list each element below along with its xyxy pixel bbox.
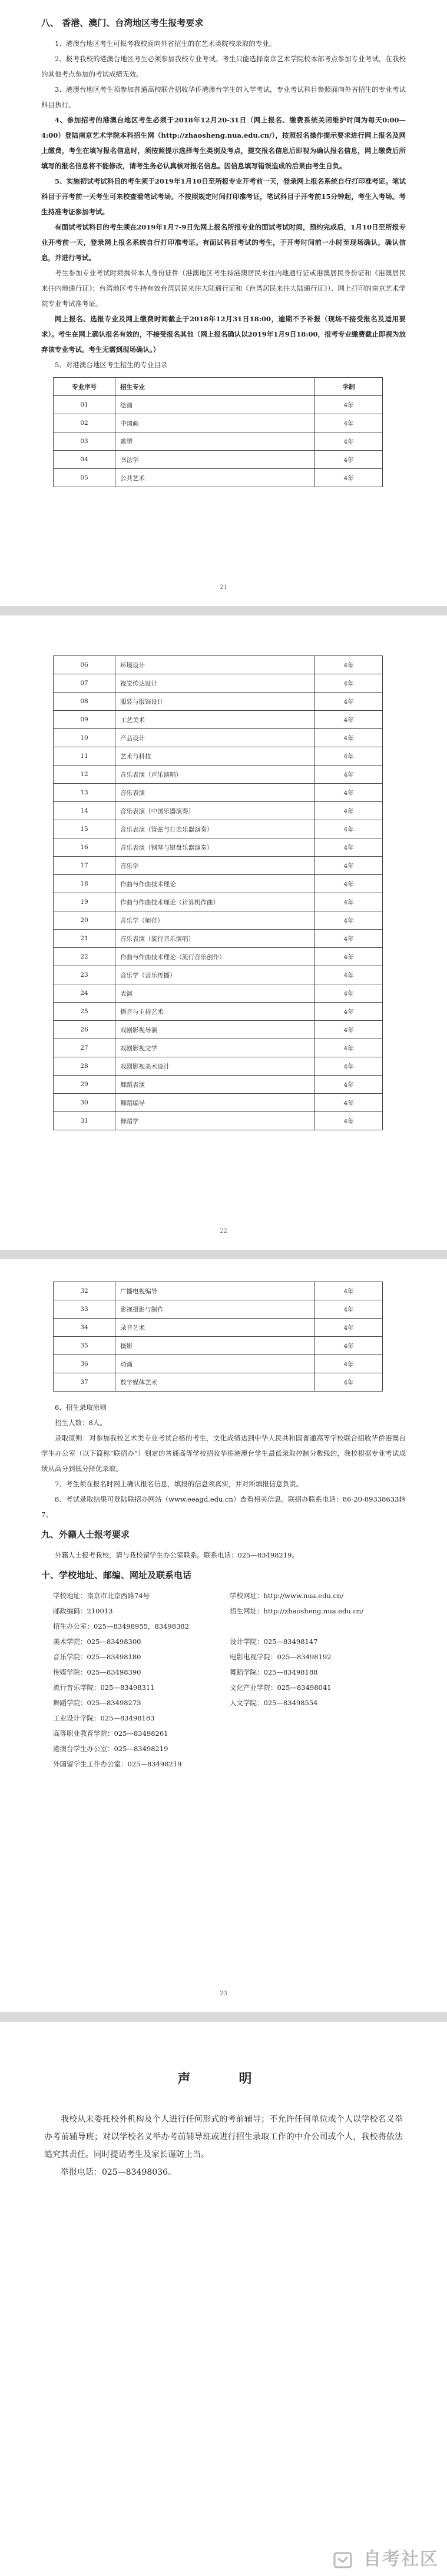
table-row	[54, 1373, 383, 1392]
cell-name: 作曲与作曲技术理论	[115, 875, 315, 893]
cell-code: 18	[54, 875, 115, 893]
cell-length: 4年	[315, 875, 383, 893]
cell-name: 作曲与作曲技术理论（流行音乐创作）	[115, 948, 315, 966]
contact-item: 传媒学院：025—83498390	[53, 1668, 141, 1676]
cell-length: 4年	[315, 1355, 383, 1373]
document-page-4	[0, 2022, 447, 2576]
cell-code: 07	[54, 674, 115, 693]
cell-length: 4年	[315, 1094, 383, 1112]
page1-paragraphs	[41, 36, 406, 372]
contact-item: 招生网址：http://zhaosheng.nua.edu.cn/	[230, 1607, 364, 1615]
cell-code: 23	[54, 966, 115, 984]
cell-length: 4年	[315, 729, 383, 747]
cell-length: 4年	[315, 747, 383, 766]
declaration-text: 我校从未委托校外机构及个人进行任何形式的考前辅导；不允许任何单位或个人以学校名义举办考前辅导班；对以学校名义举办考前辅导班或进行招生录取工作的中介公司或个人，我校将依法追究其责任。同时提请考生及家长谨防上当。	[44, 2115, 403, 2159]
header-code: 专业序号	[54, 378, 115, 396]
cell-code: 08	[54, 693, 115, 711]
watermark-text: 自考社区	[363, 2549, 439, 2570]
cell-name: 书法学	[115, 451, 315, 469]
contact-item: 舞蹈学院：025—83498273	[53, 1699, 141, 1707]
cell-length: 4年	[315, 396, 383, 414]
table-row	[54, 396, 383, 414]
table-row	[54, 1355, 383, 1373]
paragraph: 5、对港澳台地区考生招生的专业目录	[55, 361, 168, 369]
cell-name: 舞蹈学	[115, 1112, 315, 1130]
page3-paragraphs	[41, 1400, 406, 1522]
table-row	[54, 911, 383, 930]
cell-length: 4年	[315, 1039, 383, 1057]
watermark	[333, 2544, 439, 2570]
cell-name: 绘画	[115, 396, 315, 414]
major-table-page2	[53, 655, 383, 1130]
contact-item: 舞蹈学院：025—83498188	[230, 1668, 318, 1676]
cell-name: 播音与主持艺术	[115, 1003, 315, 1021]
cell-name: 舞蹈表演	[115, 1076, 315, 1094]
paragraph: 有面试考试科目的考生须在2019年1月7-9日先网上报名所报专业的面试考试时间，预约完成后，1月10日至所报专业开考前一天，登录网上报名系统自行打印准考证。有面试科目考试的考生，于开考时间前一小时至现场确认，确认信息，并进行考试。	[41, 223, 406, 262]
table-row	[54, 729, 383, 747]
table-row	[54, 857, 383, 875]
cell-name: 环境设计	[115, 656, 315, 674]
cell-name: 表演	[115, 984, 315, 1003]
table-row	[54, 469, 383, 487]
cell-length: 4年	[315, 711, 383, 729]
cell-length: 4年	[315, 1003, 383, 1021]
cell-code: 04	[54, 451, 115, 469]
cell-code: 06	[54, 656, 115, 674]
table-row	[54, 1076, 383, 1094]
cell-name: 公共艺术	[115, 469, 315, 487]
paragraph: 5、实施初试考试科目的考生须于2019年1月10日至所报专业开考前一天，登录网上报名系统自行打印准考证。笔试科目于开考前一天考生可来校查看笔试考场。不按照规定时间打印准考证，笔试科目于开考前15分钟起，考生入考场。考生持准考证参加考试。	[41, 177, 406, 216]
cell-code: 19	[54, 893, 115, 911]
cell-length: 4年	[315, 930, 383, 948]
table-header-row	[54, 378, 383, 396]
paragraph: 网上报名、选报专业及网上缴费时间截止于2018年12月31日18:00，逾期不予补报（现场不接受报名及适用要求）。考生在网上确认报名有效的，不接受报名其他（网上报名确认以2019年1月9日18:00，报考专业缴费截止即视为放弃该专业考试。考生无需到现场确认。）	[41, 315, 406, 354]
cell-name: 影视摄影与制作	[115, 1300, 315, 1319]
table-row	[54, 451, 383, 469]
cell-length: 4年	[315, 911, 383, 930]
contact-item: 外国留学生工作办公室：025—83498219	[53, 1760, 182, 1768]
cell-code: 35	[54, 1337, 115, 1355]
cell-name: 音乐表演（中国乐器演奏）	[115, 802, 315, 820]
contact-item: 美术学院：025—83498300	[53, 1638, 141, 1646]
table-row	[54, 893, 383, 911]
cell-code: 26	[54, 1021, 115, 1039]
table-row	[54, 948, 383, 966]
cell-length: 4年	[315, 674, 383, 693]
section-title-hk-macao-taiwan: 八、 香港、澳门、台湾地区考生报考要求	[41, 18, 204, 28]
cell-length: 4年	[315, 1112, 383, 1130]
table-row	[54, 784, 383, 802]
cell-length: 4年	[315, 1373, 383, 1392]
cell-code: 17	[54, 857, 115, 875]
cell-name: 数字媒体艺术	[115, 1373, 315, 1392]
table-row	[54, 1094, 383, 1112]
cell-name: 录音艺术	[115, 1319, 315, 1337]
contact-item: 设计学院：025—83498147	[230, 1638, 318, 1646]
table-row	[54, 1057, 383, 1076]
cell-name: 戏剧影视美术设计	[115, 1057, 315, 1076]
cell-name: 音乐表演（流行音乐演唱）	[115, 930, 315, 948]
cell-length: 4年	[315, 838, 383, 857]
document-page-1	[0, 0, 447, 606]
paragraph: 2、报考我校的港澳台地区考生必须参加我校专业考试。考生只能选择南京艺术学院校本部考点参加专业考试，在我校的其他考点参加的考试成绩无效。	[41, 55, 406, 78]
table-row	[54, 1021, 383, 1039]
cell-name: 中国画	[115, 414, 315, 432]
contact-list	[53, 1588, 406, 1788]
cell-code: 30	[54, 1094, 115, 1112]
cell-name: 产品设计	[115, 729, 315, 747]
cell-name: 音乐学（师范）	[115, 911, 315, 930]
cell-code: 10	[54, 729, 115, 747]
contact-item: 学校地址：南京市北京西路74号	[53, 1592, 150, 1600]
table-row	[54, 432, 383, 451]
header-length: 学制	[315, 378, 383, 396]
cell-name: 视觉传达设计	[115, 674, 315, 693]
cell-length: 4年	[315, 984, 383, 1003]
cell-name: 广播电视编导	[115, 1282, 315, 1300]
declaration-title: 声 明	[177, 2071, 270, 2086]
cell-name: 服装与服饰设计	[115, 693, 315, 711]
cell-length: 4年	[315, 893, 383, 911]
table-row	[54, 966, 383, 984]
table-row	[54, 711, 383, 729]
cell-length: 4年	[315, 451, 383, 469]
cell-length: 4年	[315, 693, 383, 711]
document-page-2	[0, 615, 447, 1250]
cell-code: 14	[54, 802, 115, 820]
cell-name: 戏剧影视文学	[115, 1039, 315, 1057]
cell-name: 音乐表演（管弦与打击乐器演奏）	[115, 820, 315, 838]
cell-code: 37	[54, 1373, 115, 1392]
cell-length: 4年	[315, 1337, 383, 1355]
table-row	[54, 984, 383, 1003]
cell-length: 4年	[315, 802, 383, 820]
table-row	[54, 656, 383, 674]
cell-length: 4年	[315, 432, 383, 451]
cell-code: 03	[54, 432, 115, 451]
paragraph: 考生参加专业考试时须携带本人身份证件（港澳地区考生持港澳居民来往内地通行证或港澳居民身份证和《港澳居民来往内地通行证》；台湾地区考生持有效台湾居民来往大陆通行证和《台湾居民来往大陆通行证》）、网上打印的南京艺术学院专业考试准考证。	[41, 269, 406, 308]
cell-code: 33	[54, 1300, 115, 1319]
table-row	[54, 820, 383, 838]
table-row	[54, 747, 383, 766]
contact-item: 电影电视学院：025—83498192	[230, 1653, 332, 1661]
cell-code: 29	[54, 1076, 115, 1094]
cell-name: 摄影	[115, 1337, 315, 1355]
contact-item: 学校网址：http://www.nua.edu.cn/	[230, 1592, 344, 1600]
cell-code: 09	[54, 711, 115, 729]
cell-code: 16	[54, 838, 115, 857]
cell-code: 13	[54, 784, 115, 802]
contact-item: 工业设计学院：025—83498183	[53, 1714, 155, 1722]
cell-length: 4年	[315, 820, 383, 838]
cell-name: 雕塑	[115, 432, 315, 451]
paragraph: 4、参加招考的港澳台地区考生必须于2018年12月20-31日（网上报名、缴费系统关闭维护时间为每天0:00—4:00）登陆南京艺术学院本科招生网（http://zhaosheng.nua.edu.cn/），按照报名操作提示要求进行网上报名及网上缴费，考生在填写报名信息时，须按照提示选择考生类别及考点，提交报名信息后即视为确认报名信息，网上缴费后所填写的报名信息将不能修改，请考生务必认真核对报名信息。因信息填写错误造成的后果由考生自负。	[41, 116, 406, 170]
cell-name: 音乐表演	[115, 784, 315, 802]
page-number: 22	[220, 1228, 227, 1234]
cell-code: 05	[54, 469, 115, 487]
contact-item: 人文学院：025—83498554	[230, 1699, 318, 1707]
cell-code: 36	[54, 1355, 115, 1373]
cell-code: 27	[54, 1039, 115, 1057]
cell-length: 4年	[315, 857, 383, 875]
cell-code: 25	[54, 1003, 115, 1021]
table-row	[54, 1300, 383, 1319]
cell-name: 艺术与科技	[115, 747, 315, 766]
paragraph: 7、考生须在报名时网上确认报名信息，填报的信息须真实，并对所填报信息负责。	[55, 1480, 303, 1488]
page-number: 21	[220, 584, 227, 591]
cell-length: 4年	[315, 1282, 383, 1300]
table-row	[54, 674, 383, 693]
cell-name: 音乐表演（声乐演唱）	[115, 766, 315, 784]
cell-code: 31	[54, 1112, 115, 1130]
cell-name: 舞蹈编导	[115, 1094, 315, 1112]
cell-length: 4年	[315, 766, 383, 784]
cell-code: 21	[54, 930, 115, 948]
table-row	[54, 838, 383, 857]
contact-item: 流行音乐学院：025—83498311	[53, 1683, 155, 1692]
cell-name: 作曲与作曲技术理论（计算机作曲）	[115, 893, 315, 911]
cell-length: 4年	[315, 414, 383, 432]
table-row	[54, 1112, 383, 1130]
table-row	[54, 414, 383, 432]
contact-item: 文化产业学院：025—83498041	[230, 1683, 332, 1692]
watermark-logo-icon	[333, 2550, 353, 2570]
cell-name: 音乐学	[115, 857, 315, 875]
paragraph: 3、港澳台地区考生须参加普通高校联合招收华侨港澳台学生的入学考试，专业考试科目参照面向外省招生的专业考试科目执行。	[41, 85, 406, 109]
contact-item: 邮政编码：210013	[53, 1607, 113, 1615]
paragraph: 8、考试录取结果可登陆联招办网站（www.eeagd.edu.cn）查看相关信息。联招办联系电话：86-20-89338633转7。	[41, 1495, 406, 1519]
contact-item: 港澳台学生办公室：025—83498219	[53, 1745, 168, 1753]
table-row	[54, 1003, 383, 1021]
cell-name: 戏剧影视导演	[115, 1021, 315, 1039]
cell-code: 28	[54, 1057, 115, 1076]
page-number: 23	[220, 1991, 227, 1997]
cell-name: 音乐表演（钢琴与键盘乐器演奏）	[115, 838, 315, 857]
table-row	[54, 1319, 383, 1337]
cell-length: 4年	[315, 1057, 383, 1076]
contact-item: 高等职业教育学院：025—83498261	[53, 1729, 168, 1738]
major-table-page3	[53, 1282, 383, 1392]
cell-length: 4年	[315, 1300, 383, 1319]
cell-code: 22	[54, 948, 115, 966]
contact-item: 音乐学院：025—83498180	[53, 1653, 141, 1661]
table-row	[54, 1039, 383, 1057]
table-row	[54, 875, 383, 893]
contact-item: 招生办公室：025—83498955，83498382	[53, 1622, 190, 1630]
paragraph: 6、招生录取原则	[55, 1403, 107, 1412]
document-page-3	[0, 1259, 447, 2012]
cell-code: 32	[54, 1282, 115, 1300]
table-row	[54, 930, 383, 948]
cell-length: 4年	[315, 966, 383, 984]
table-row	[54, 766, 383, 784]
report-phone: 举报电话：025—83498036。	[61, 2168, 176, 2177]
cell-length: 4年	[315, 469, 383, 487]
cell-code: 01	[54, 396, 115, 414]
cell-name: 音乐学（音乐传播）	[115, 966, 315, 984]
table-row	[54, 1337, 383, 1355]
table-row	[54, 802, 383, 820]
paragraph: 1、港澳台地区考生可报考我校面向外省招生的在艺术类院校录取的专业。	[55, 39, 276, 48]
cell-code: 20	[54, 911, 115, 930]
paragraph: 录取原则：对参加我校艺术类专业考试合格的考生，文化成绩达到中华人民共和国普通高等学校联合招收华侨港澳台学生办公室（以下简称“联招办”）划定的普通高等学校招收华侨港澳台学生最低录取控制分数线的，我校根据专业考试成绩从高分到低分择优录取。	[41, 1434, 406, 1473]
cell-length: 4年	[315, 784, 383, 802]
cell-length: 4年	[315, 948, 383, 966]
section-title-contacts: 十、学校地址、邮编、网址及联系电话	[41, 1570, 192, 1580]
table-row	[54, 693, 383, 711]
cell-length: 4年	[315, 1076, 383, 1094]
table-row	[54, 1282, 383, 1300]
cell-code: 15	[54, 820, 115, 838]
cell-code: 02	[54, 414, 115, 432]
cell-code: 34	[54, 1319, 115, 1337]
header-name: 招生专业	[115, 378, 315, 396]
cell-code: 12	[54, 766, 115, 784]
cell-length: 4年	[315, 1319, 383, 1337]
cell-name: 工艺美术	[115, 711, 315, 729]
cell-code: 11	[54, 747, 115, 766]
major-table-page1	[53, 377, 383, 487]
section-title-foreigners: 九、外籍人士报考要求	[41, 1529, 130, 1540]
paragraph: 招生人数：8人。	[55, 1419, 107, 1427]
cell-length: 4年	[315, 656, 383, 674]
cell-name: 动画	[115, 1355, 315, 1373]
cell-length: 4年	[315, 1021, 383, 1039]
foreigners-text: 外籍人士报考我校，请与我校留学生办公室联系。联系电话：025—83498219。	[55, 1551, 299, 1559]
cell-code: 24	[54, 984, 115, 1003]
